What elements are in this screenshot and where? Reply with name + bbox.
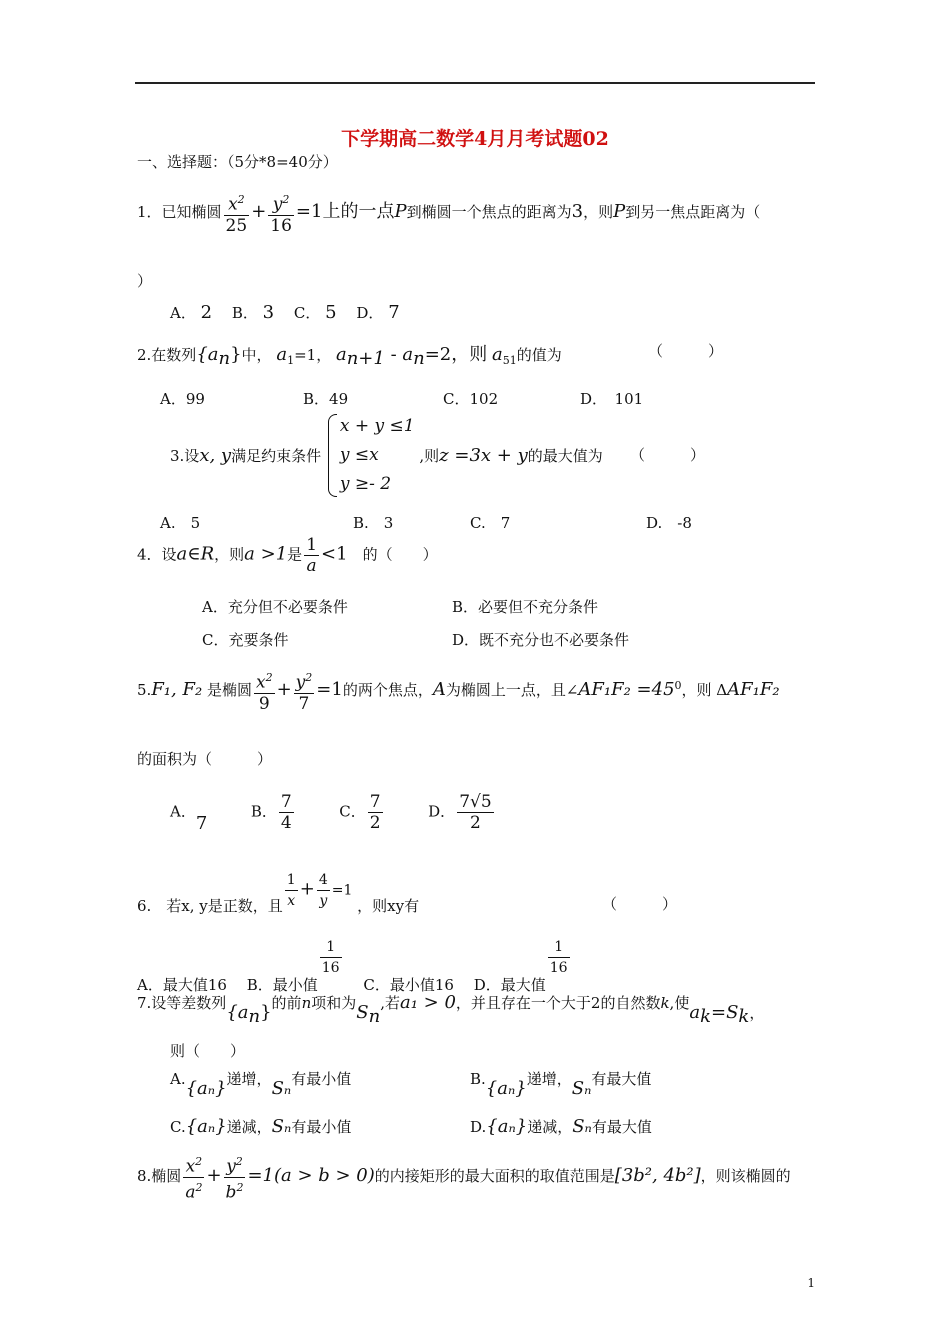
q7-option-c: C.{aₙ}递减，Sₙ有最小值 xyxy=(170,1116,352,1137)
question-7: 7.设等差数列$\{a_n\}$的前n项和为$S_n$,若a₁ > 0，并且存在一个大于2的自然数k,使$a_k=S_k$， xyxy=(137,992,765,1027)
question-1-options: A． 2 B． 3 C． 5 D． 7 xyxy=(170,302,400,323)
question-2-paren: （ ） xyxy=(648,342,724,360)
q3-option-c: C. 7 xyxy=(470,514,511,532)
question-5-line2: 的面积为（ ） xyxy=(137,750,273,768)
q7-option-d: D.{aₙ}递减，Sₙ有最大值 xyxy=(470,1116,652,1137)
q3-option-d: D. -8 xyxy=(646,514,692,532)
question-5: 5.F₁, F₂ 是椭圆 $\frac{x^2}{9}$ + $\frac{y^2}{7}$ =1的两个焦点，A为椭圆上一点，且∠AF₁F₂ $=45^0$，则 ΔAF₁F₂ xyxy=(137,671,780,714)
question-4: 4．设a∈R，则a >1是 $\frac{1}{a}$ <1 的（ ） xyxy=(137,535,438,576)
q4-option-b: B．必要但不充分条件 xyxy=(452,598,599,616)
question-2: 2.在数列$\{a_n\}$中， $a_1=1$， $a_{n+1} - a_n=2$，则 $a_{51}$的值为 xyxy=(137,344,562,369)
question-3-paren: （ ） xyxy=(630,446,706,464)
question-6-options: A．最大值16 B．最小值 $\frac{1}{16}$ C．最小值16 D．最大值 $\frac{1}{16}$ xyxy=(137,939,568,994)
question-7-then: 则（ ） xyxy=(170,1042,246,1060)
question-6-paren: （ ） xyxy=(602,895,678,913)
section-heading: 一、选择题：（5分*8=40分） xyxy=(137,153,338,171)
q4-option-c: C．充要条件 xyxy=(202,631,289,649)
q2-option-b: B．49 xyxy=(303,390,349,408)
question-5-options: A．7 B． $\frac{7}{4}$ C． $\frac{7}{2}$ D． $\frac{7√5}{2}$ xyxy=(170,792,492,834)
q3-option-b: B. 3 xyxy=(353,514,394,532)
q3-option-a: A. 5 xyxy=(160,514,201,532)
page-title: 下学期高二数学4月月考试题02 xyxy=(341,128,609,150)
q4-option-a: A．充分但不必要条件 xyxy=(202,598,348,616)
question-6: 6. 若x, y是正数，且 $\frac{1}{x}$ + $\frac{4}{y}$ =1 ，则xy有 xyxy=(137,872,420,915)
page-number: 1 xyxy=(807,1276,815,1290)
header-rule xyxy=(135,82,815,84)
q7-option-a: A.{aₙ}递增，Sₙ有最小值 xyxy=(170,1070,352,1099)
question-1-close: ） xyxy=(137,272,153,290)
question-1: 1．已知椭圆 $\frac{x^2}{25}$ + $\frac{y^2}{16}$ =1上的一点P到椭圆一个焦点的距离为3，则P到另一焦点距离为（ xyxy=(137,193,761,236)
q2-option-d: D． 101 xyxy=(580,390,644,408)
q2-option-a: A．99 xyxy=(160,390,205,408)
constraint-system: x + y ≤1 y ≤x y ≥- 2 xyxy=(326,412,415,499)
q7-option-b: B.{aₙ}递增，Sₙ有最大值 xyxy=(470,1070,652,1099)
q2-option-c: C．102 xyxy=(443,390,499,408)
q4-option-d: D．既不充分也不必要条件 xyxy=(452,631,630,649)
question-8: 8.椭圆 $\frac{x^2}{a^2}$ + $\frac{y^2}{b^2}$ =1(a > b > 0)的内接矩形的最大面积的取值范围是[3b², 4b²]，则该椭圆的 xyxy=(137,1155,791,1203)
question-3: 3.设x, y满足约束条件 x + y ≤1 y ≤x y ≥- 2 ,则z =3x + y的最大值为 xyxy=(170,412,603,499)
